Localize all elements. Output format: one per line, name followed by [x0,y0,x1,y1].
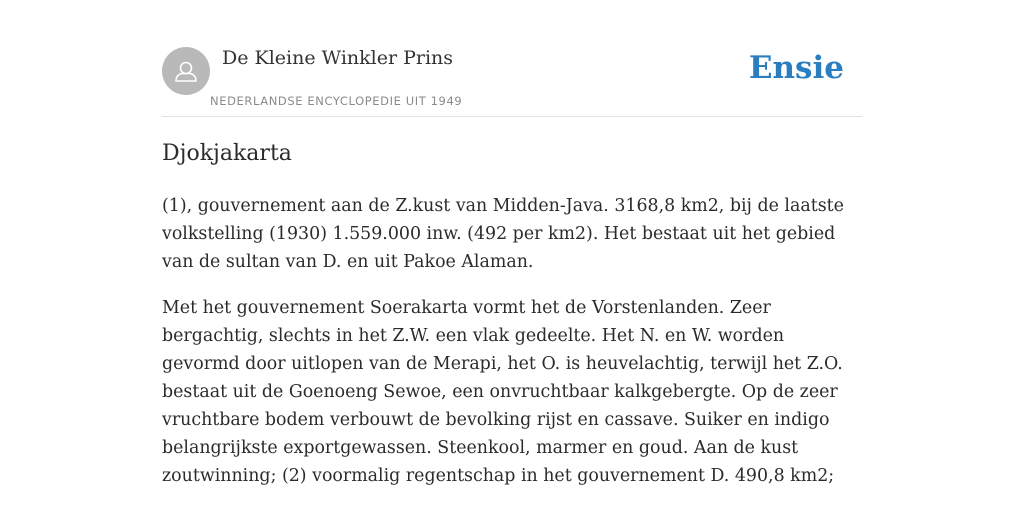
source-subtitle: NEDERLANDSE ENCYCLOPEDIE UIT 1949 [210,94,463,108]
ensie-logo-link[interactable]: Ensie [748,50,844,86]
entry-body [162,192,862,508]
source-title[interactable]: De Kleine Winkler Prins [222,47,454,69]
user-icon[interactable] [162,47,210,95]
entry-paragraph: Met het gouvernement Soerakarta vormt het de Vorstenlanden. Zeer bergachtig, slechts in het Z.W. een vlak gedeelte. Het N. en W. worden gevormd door uitlopen van de Merapi, het O. is heuvelachtig, terwijl het Z.O. bestaat uit de Goenoeng Sewoe, een onvruchtbaar kalkgebergte. Op de zeer vruchtbare bodem verbouwt de bevolking rijst en cassave. Suiker en indigo belangrijkste exportgewassen. Steenkool, marmer en goud. Aan de kust zoutwinning; (2) voormalig regentschap in het gouvernement D. 490,8 km2; [162,298,843,486]
source-header [162,0,862,117]
entry-paragraph: (1), gouvernement aan de Z.kust van Midden-Java. 3168,8 km2, bij de laatste volkstelling (1930) 1.559.000 inw. (492 per km2). Het bestaat uit het gebied van de sultan van D. en uit Pakoe Alaman. [162,196,844,272]
entry-title: Djokjakarta [162,141,292,166]
